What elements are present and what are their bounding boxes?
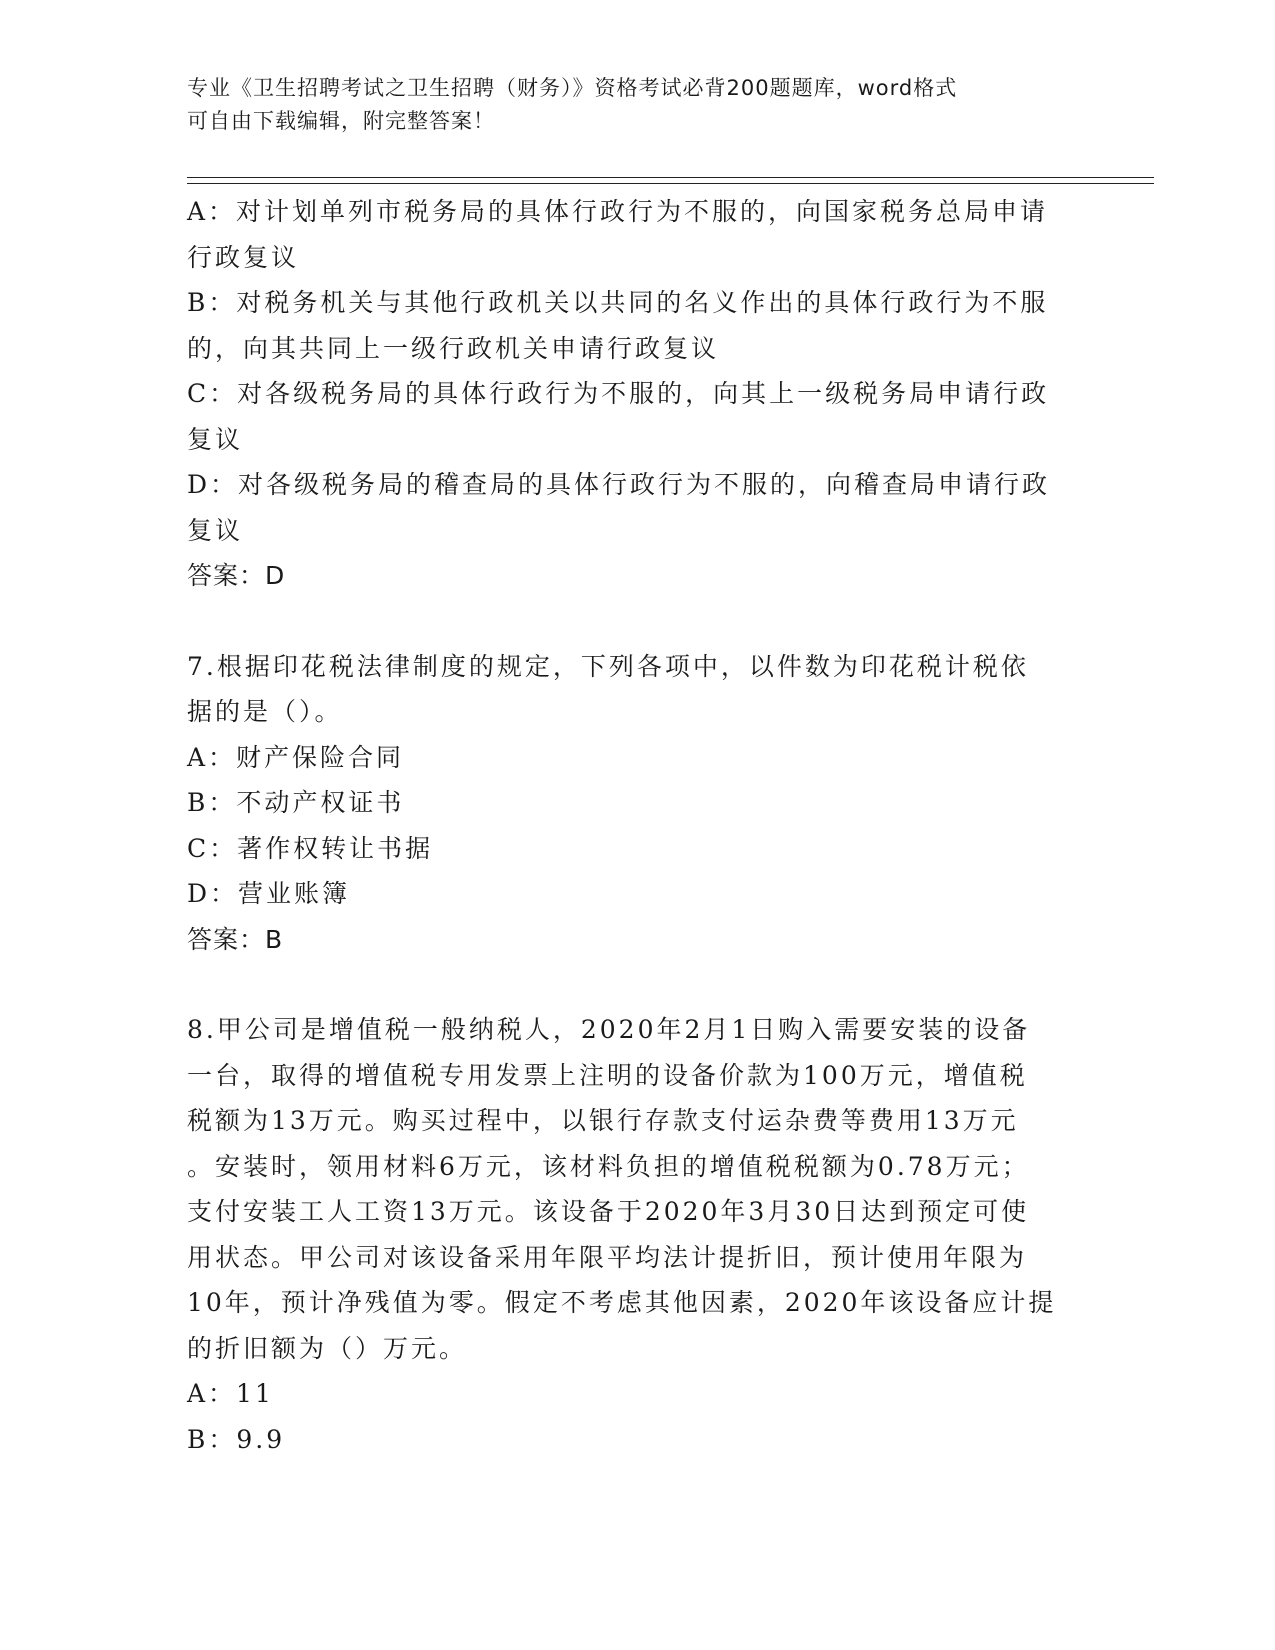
question-8 <box>187 1007 1077 1462</box>
document-header <box>187 72 1067 138</box>
option-a: A：11 <box>187 1379 274 1408</box>
question-stem: 税额为13万元。购买过程中，以银行存款支付运杂费等费用13万元 <box>187 1106 1019 1135</box>
question-stem: 支付安装工人工资13万元。该设备于2020年3月30日达到预定可使 <box>187 1197 1030 1226</box>
option-b: 的，向其共同上一级行政机关申请行政复议 <box>187 333 720 363</box>
option-d: 复议 <box>187 515 244 545</box>
option-d: D：营业账簿 <box>187 879 351 908</box>
question-stem: 7.根据印花税法律制度的规定，下列各项中，以件数为印花税计税依 <box>187 651 1029 681</box>
header-divider <box>187 183 1154 184</box>
question-6-options <box>187 189 1077 599</box>
option-b: B：9.9 <box>187 1424 286 1454</box>
option-b: B：对税务机关与其他行政机关以共同的名义作出的具体行政行为不服 <box>187 288 1049 317</box>
question-stem: 8.甲公司是增值税一般纳税人，2020年2月1日购入需要安装的设备 <box>187 1015 1031 1044</box>
option-a: 行政复议 <box>187 242 300 272</box>
option-a: A：对计划单列市税务局的具体行政行为不服的，向国家税务总局申请 <box>187 197 1049 226</box>
question-stem: 10年，预计净残值为零。假定不考虑其他因素，2020年该设备应计提 <box>187 1288 1057 1317</box>
question-7 <box>187 644 1077 963</box>
option-a: A：财产保险合同 <box>187 742 405 772</box>
header-line: 可自由下载编辑，附完整答案！ <box>187 109 495 133</box>
spacer <box>187 599 1077 644</box>
option-b: B：不动产权证书 <box>187 788 405 817</box>
option-c: C：著作权转让书据 <box>187 833 434 863</box>
spacer <box>187 962 1077 1007</box>
question-stem: 据的是（）。 <box>187 697 343 726</box>
option-c: C：对各级税务局的具体行政行为不服的，向其上一级税务局申请行政 <box>187 379 1050 408</box>
question-stem: 。安装时，领用材料6万元，该材料负担的增值税税额为0.78万元； <box>187 1151 1030 1181</box>
header-divider <box>187 177 1154 178</box>
header-line: 专业《卫生招聘考试之卫生招聘（财务）》资格考试必背200题题库，word格式 <box>187 76 958 100</box>
question-stem: 用状态。甲公司对该设备采用年限平均法计提折旧，预计使用年限为 <box>187 1242 1028 1272</box>
answer: 答案：B <box>187 924 284 954</box>
option-c: 复议 <box>187 424 244 454</box>
option-d: D：对各级税务局的稽查局的具体行政行为不服的，向稽查局申请行政 <box>187 470 1051 499</box>
document-body <box>187 189 1077 1462</box>
question-stem: 的折旧额为（）万元。 <box>187 1333 468 1363</box>
answer: 答案：D <box>187 561 286 590</box>
question-stem: 一台，取得的增值税专用发票上注明的设备价款为100万元，增值税 <box>187 1060 1028 1090</box>
